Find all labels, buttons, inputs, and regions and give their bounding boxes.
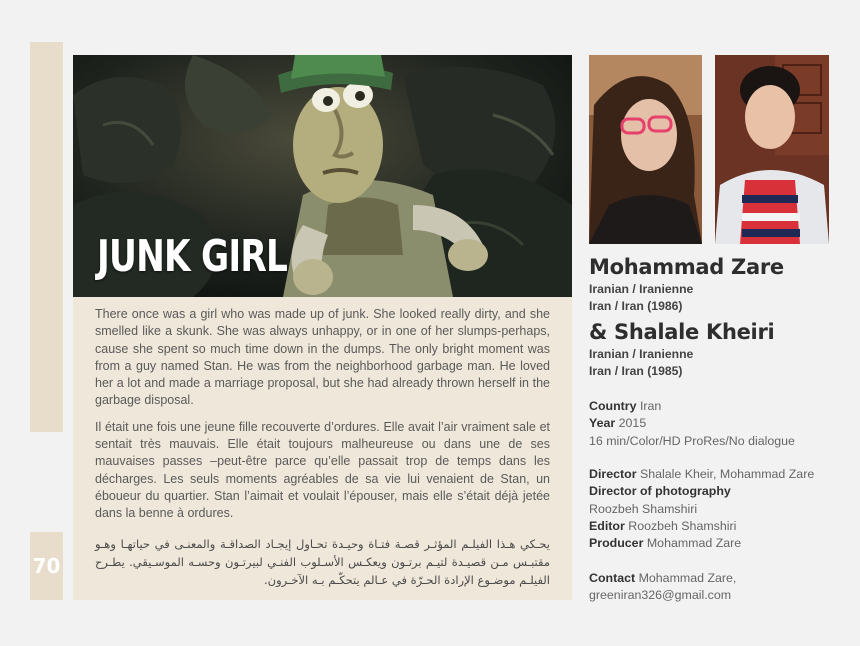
country-row (589, 398, 844, 415)
synopsis-french: Il était une fois une jeune fille recouverte d’ordures. Elle avait l’air vraiment sale et sentait très mauvais. Elle était toujours malheureuse ou dans une de ses mauvaises passes –peut-être parce qu’elle passait trop de temps dans les décharges. Les seuls moments agréables de sa vie lui venaient de Stan, un éboueur du quartier. Stan l’aimait et voulait l’épouser, mais elle s’était déjà jetée dans la benne à ordures. (95, 419, 550, 521)
producer-value: Mohammad Zare (646, 536, 742, 551)
year-row (589, 415, 844, 432)
editor-row (589, 518, 844, 535)
contact-label: Contact (589, 571, 636, 585)
country-value: Iran (639, 399, 662, 413)
director-1-meta (589, 281, 693, 314)
director-value: Shalale Kheir, Mohammad Zare (639, 467, 815, 481)
director-2-nationality: Iranian / Iranienne (589, 347, 694, 361)
year-value: 2015 (618, 416, 647, 431)
director-label: Director (589, 467, 637, 481)
director-row (589, 466, 844, 483)
contact-name: Mohammad Zare, (638, 571, 737, 585)
dop-label-text: Director of photography (589, 484, 731, 499)
synopsis-english: There once was a girl who was made up of junk. She looked really dirty, and she smelled like a skunk. She was always unhappy, or in one of her slumps-perhaps, cause she spent so much time down in the dumps. The only bright moment was from a guy named Stan. He was from the neighborhood garbage man. He loved her a lot and made a marriage proposal, but she had already thrown herself in the garbage disposal. (95, 307, 550, 408)
director-name-2: & Shalale Kheiri (589, 320, 775, 344)
director-name-1: Mohammad Zare (589, 255, 784, 279)
director-1-nationality: Iranian / Iranienne (589, 282, 694, 296)
director-photo-mohammad (715, 55, 829, 244)
contact-email[interactable]: greeniran326@gmail.com (589, 588, 732, 603)
director-2-meta (589, 346, 693, 379)
director-1-origin: Iran / Iran (1986) (589, 298, 683, 313)
contact-row (589, 570, 844, 587)
year-label: Year (589, 416, 616, 431)
editor-value: Roozbeh Shamshiri (628, 518, 737, 533)
director-photo-shalale (589, 55, 702, 244)
producer-label: Producer (589, 536, 644, 551)
film-still (73, 55, 572, 297)
synopsis-panel (73, 297, 572, 600)
dop-value: Roozbeh Shamshiri (589, 501, 698, 516)
crew-list (589, 466, 844, 552)
dop-label (589, 483, 844, 500)
director-2-origin: Iran / Iran (1985) (589, 363, 683, 378)
film-details (589, 398, 844, 450)
format-row: 16 min/Color/HD ProRes/No dialogue (589, 433, 795, 448)
synopsis-arabic: يحـكي هـذا الفيلـم المؤثـر قصـة فتـاة وحيـدة تحـاول إيجـاد الصداقـة والمعنـى في حياتهـا وهـو مقتبـس مـن قصيـدة لتيـم برتـون ويعكـس الأسـلوب الفنـي لبيرتـون وحسـه الموسـيقي. يطـرح الفيلـم موضـوع الإرادة الحـرّة في عـالم يتحكّـم بـه الآخـرون. (95, 536, 550, 587)
page-number: 70 (30, 532, 63, 600)
decorative-side-strip (30, 42, 63, 432)
film-title: JUNK GIRL (97, 231, 288, 282)
country-label: Country (589, 399, 637, 413)
producer-row (589, 535, 844, 552)
contact-block (589, 570, 844, 605)
editor-label: Editor (589, 518, 625, 533)
